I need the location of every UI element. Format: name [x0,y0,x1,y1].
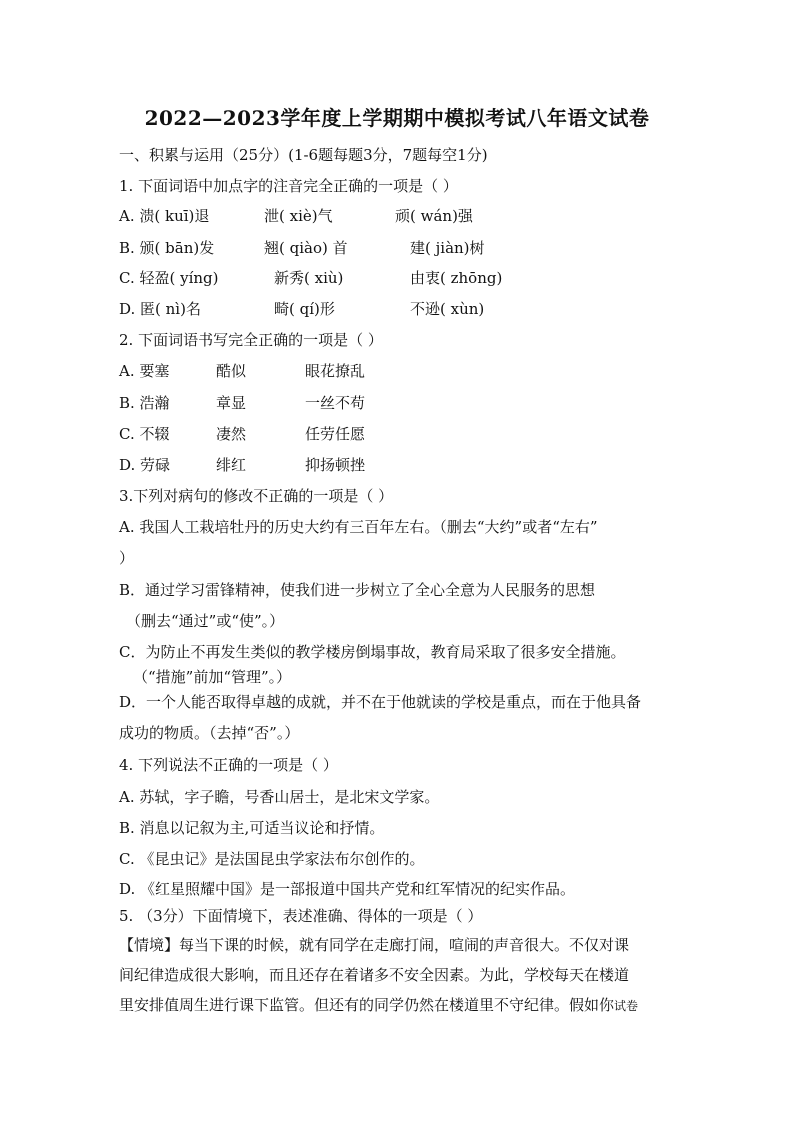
question-5-stem: 5. （3分）下面情境下，表述准确、得体的一项是（ ） [119,907,483,925]
q1-option-a-word3: 顽( wán)强 [395,207,473,225]
q2-option-b-word1: B. 浩瀚 [119,394,170,412]
q4-option-c: C. 《昆虫记》是法国昆虫学家法布尔创作的。 [119,850,425,868]
q1-option-c-word1: C. 轻盈( yíng) [119,269,219,287]
q5-context-line2: 间纪律造成很大影响，而且还存在着诸多不安全因素。为此，学校每天在楼道 [119,966,630,984]
q5-context-line3-tail: 试卷 [614,999,639,1013]
question-2-stem: 2. 下面词语书写完全正确的一项是（ ） [119,331,383,349]
section-heading: 一、积累与运用（25分）(1-6题每题3分，7题每空1分) [119,146,488,164]
q4-option-b: B. 消息以记叙为主,可适当议论和抒情。 [119,819,385,837]
q2-option-c-word2: 凄然 [216,425,247,443]
q2-option-b-word3: 一丝不苟 [305,394,366,412]
q1-option-c-word3: 由衷( zhōng) [410,269,503,287]
q1-option-d-word2: 畸( qí)形 [274,300,335,318]
q2-option-d-word2: 绯红 [216,456,247,474]
q5-context-line1: 【情境】每当下课的时候，就有同学在走廊打闹，喧闹的声音很大。不仅对课 [119,936,630,954]
q2-option-d-word3: 抑扬顿挫 [305,456,366,474]
q2-option-c-word1: C. 不辍 [119,425,170,443]
exam-title: 2022—2023学年度上学期期中模拟考试八年语文试卷 [144,106,650,130]
q1-option-b-word2: 翘( qiào) 首 [264,239,348,257]
q1-option-c-word2: 新秀( xiù) [274,269,344,287]
q1-option-a-word2: 泄( xiè)气 [264,207,333,225]
q3-option-b-line1: B．通过学习雷锋精神，使我们进一步树立了全心全意为人民服务的思想 [119,581,596,599]
question-1-stem: 1. 下面词语中加点字的注音完全正确的一项是（ ） [119,177,458,195]
q3-option-a-line1: A. 我国人工栽培牡丹的历史大约有三百年左右。（删去“大约”或者“左右” [119,518,598,536]
q2-option-a-word1: A. 要塞 [119,362,170,380]
q1-option-b-word1: B. 颁( bān)发 [119,239,215,257]
q1-option-d-word3: 不逊( xùn) [410,300,485,318]
q2-option-c-word3: 任劳任愿 [305,425,366,443]
q5-context-line3-text: 里安排值周生进行课下监管。但还有的同学仍然在楼道里不守纪律。假如你 [119,996,615,1014]
q1-option-d-word1: D. 匿( nì)名 [119,300,201,318]
q2-option-a-word3: 眼花撩乱 [305,362,366,380]
q2-option-a-word2: 酷似 [216,362,247,380]
q2-option-b-word2: 章显 [216,394,247,412]
q3-option-c-line1: C．为防止不再发生类似的教学楼房倒塌事故，教育局采取了很多安全措施。 [119,643,626,661]
q3-option-d-line2: 成功的物质。（去掉“否”。） [119,724,300,742]
q1-option-b-word3: 建( jiàn)树 [410,239,485,257]
q1-option-a-word1: A. 溃( kuī)退 [119,207,210,225]
question-3-stem: 3.下列对病句的修改不正确的一项是（ ） [119,487,394,505]
q3-option-c-line2: （“措施”前加“管理”。） [133,668,292,686]
question-4-stem: 4. 下列说法不正确的一项是（ ） [119,756,338,774]
q3-option-d-line1: D．一个人能否取得卓越的成就，并不在于他就读的学校是重点，而在于他具备 [119,693,642,711]
q4-option-a: A. 苏轼，字子瞻，号香山居士，是北宋文学家。 [119,788,440,806]
q3-option-b-line2: （删去“通过”或“使”。） [126,612,285,630]
q2-option-d-word1: D. 劳碌 [119,456,171,474]
q5-context-line3 [119,995,638,1016]
q4-option-d: D. 《红星照耀中国》是一部报道中国共产党和红军情况的纪实作品。 [119,880,576,898]
q3-option-a-line2: ） [119,549,135,567]
